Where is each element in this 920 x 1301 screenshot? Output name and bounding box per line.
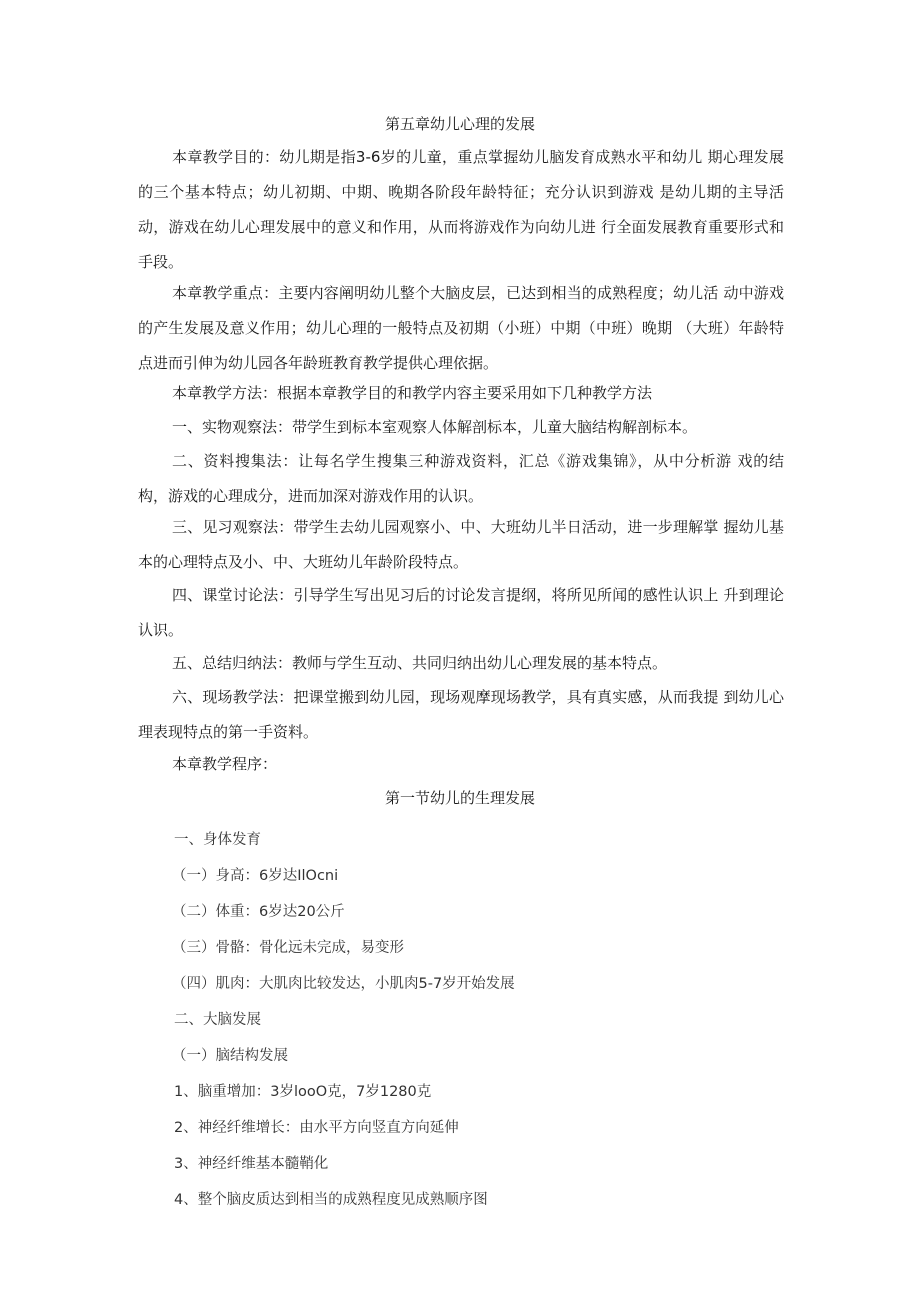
teaching-method-paragraph: 本章教学方法：根据本章教学目的和教学内容主要采用如下几种教学方法 [172, 384, 653, 402]
teaching-focus-paragraph: 本章教学重点：主要内容阐明幼儿整个大脑皮层，已达到相当的成熟程度；幼儿活 动中游戏的产生发展及意义作用；幼儿心理的一般特点及初期（小班）中期（中班）晚期 （大班）年龄特点进而引伸为幼儿园各年龄班教育教学提供心理依据。 [138, 284, 784, 372]
outline-item: 3、神经纤维基本髓鞘化 [174, 1156, 329, 1172]
method-item-1: 一、实物观察法：带学生到标本室观察人体解剖标本，儿童大脑结构解剖标本。 [172, 418, 698, 436]
section-title: 第一节幼儿的生理发展 [384, 789, 535, 807]
outline-item: 二、大脑发展 [174, 1012, 261, 1028]
method-item-4: 四、课堂讨论法：引导学生写出见习后的讨论发言提纲，将所见所闻的感性认识上 升到理论认识。 [138, 586, 784, 639]
outline-item: （一）脑结构发展 [172, 1048, 288, 1064]
outline-item: （二）体重：6岁达20公斤 [172, 904, 345, 920]
method-item-2: 二、资料搜集法：让每名学生搜集三种游戏资料，汇总《游戏集锦》，从中分析游 戏的结构，游戏的心理成分，进而加深对游戏作用的认识。 [138, 452, 784, 505]
outline-item: （三）骨骼：骨化远未完成，易变形 [172, 940, 404, 956]
teaching-purpose-paragraph: 本章教学目的：幼儿期是指3-6岁的儿童，重点掌握幼儿脑发育成熟水平和幼儿 期心理发展的三个基本特点；幼儿初期、中期、晚期各阶段年龄特征；充分认识到游戏 是幼儿期的主导活动，游戏在幼儿心理发展中的意义和作用，从而将游戏作为向幼儿进 行全面发展教育重要形式和手段。 [138, 148, 784, 271]
teaching-procedure-paragraph: 本章教学程序： [172, 755, 278, 773]
outline-item: （四）肌肉：大肌肉比较发达，小肌肉5-7岁开始发展 [172, 976, 515, 992]
outline-item: （一）身高：6岁达IlOcni [172, 868, 339, 884]
chapter-title: 第五章幼儿心理的发展 [384, 115, 535, 133]
outline-item: 1、脑重增加：3岁looO克，7岁1280克 [174, 1084, 432, 1100]
outline-item: 2、神经纤维增长：由水平方向竖直方向延伸 [174, 1120, 459, 1136]
method-item-6: 六、现场教学法：把课堂搬到幼儿园，现场观摩现场教学，具有真实感，从而我提 到幼儿心理表现特点的第一手资料。 [138, 688, 784, 741]
outline-item: 4、整个脑皮质达到相当的成熟程度见成熟顺序图 [174, 1192, 488, 1208]
method-item-5: 五、总结归纳法：教师与学生互动、共同归纳出幼儿心理发展的基本特点。 [172, 654, 668, 672]
outline-item: 一、身体发育 [174, 832, 261, 848]
method-item-3: 三、见习观察法：带学生去幼儿园观察小、中、大班幼儿半日活动，进一步理解掌 握幼儿基本的心理特点及小、中、大班幼儿年龄阶段特点。 [138, 518, 784, 571]
